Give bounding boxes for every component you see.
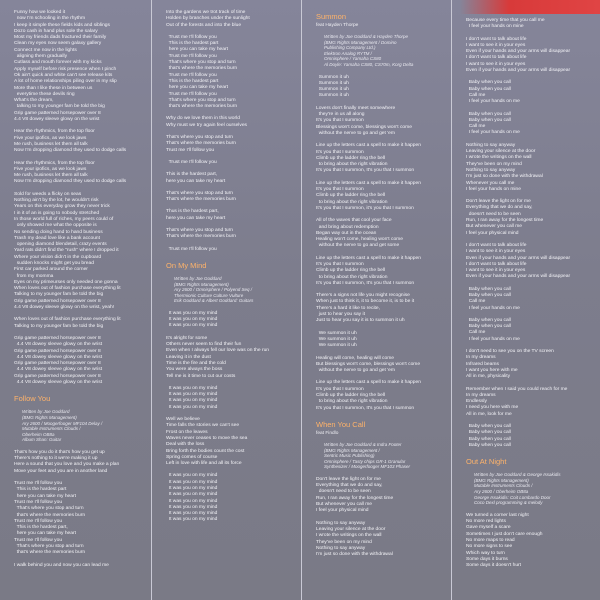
lyrics-block: Summon it uh Summon it uh Summon it uh Summon it uh <box>318 74 349 99</box>
lyrics-block: This is the hardest part, here you can take my heart <box>166 172 226 184</box>
song-featuring: feat Hayden Thorpe <box>316 23 359 28</box>
lyrics-block: That's how you do it that's how you get up There's nothing to it we're making it up Here a sound that you love and you make a plan Move your feet and you are in another land <box>14 449 120 474</box>
lyrics-block: There's a signs not life you might recognise When just to think it, it to become it, is to be it There's a hard it like to recite, just to hear you say it Just to hear you say it is to summon it uh <box>316 293 415 324</box>
lyrics-block: Baby when you call Baby when you call Call me I feel your hands on me <box>468 286 520 311</box>
lyrics-block: Grip game patterned horsepower over 8 4.4 V8 dowey sleeve glowy on the wrist Grip game patterned horsepower over 8 4.4 V8 dowey sleeve glowy on the wrist Grip game patterned horsepower over 8 4.4 V8 dowey sleeve glowy on the wrist Grip game patterned horsepower over 8 4.4 V8 dowey sleeve glowy on the wrist <box>14 335 103 386</box>
lyrics-block: Trust me I'll follow you <box>166 159 217 165</box>
lyrics-block: Trust me I'll follow you This is the hardest part here you can take my heart Trust me I'll follow you That's where you stop and turn that's where the memories burn Trust me I'll follow you This is the hardest part, here you can take my heart Trust me I'll follow you That's where you stop and turn that's where the memories burn <box>14 481 86 556</box>
song-credits: Written by Joe Goddard (BMG Rights Management) Ary 2600 / Moogerfooger MF104 Delay / Mutable Instruments Clouds / Oberheim OB8a Album Shan: Guitar <box>22 409 103 443</box>
lyrics-block: Don't leave the light on for me Everything that we do and say, doesn't need to be seen Run, I ran away for the longest time But whenever you call me I feel your physical mind <box>316 476 394 514</box>
song-credits: Written by Joe Goddard (BMG Rights Management) Ary 2600 / Omnisphere / Polyend Seq / Thermionic Culture Culture Vulture Erik Goddard & Albert Goddard: Guitars <box>174 275 254 304</box>
column-4 <box>452 0 600 600</box>
lyrics-block: Hear the rhythmics, from the top floor Five your ipofics, as we look jaws Me rush, business let them all talk Now I'm dropping diamond they used to dodge calls <box>14 129 127 154</box>
lyrics-block: I don't want to talk about life I want to see it in your eyes Even if your hands and your arms will disappear I don't want to talk about life I want to see it in your eyes Even if your hands and your arms will disappear <box>466 36 571 74</box>
song-title-summon: Summon <box>316 12 347 21</box>
lyrics-block: Nothing to say anyway Leaving your silence at the door I wrote the writings on the wall They've been on my mind Nothing to say anyway I'm just so done with the withdrawal Whenever you call me I feel your hands on mine <box>466 142 543 192</box>
column-1 <box>0 0 152 600</box>
lyrics-block: That's where you stop and turn That's where the memories burn <box>166 190 236 203</box>
lyrics-block: Lovers don't finally meet somewhere they're in us all along It's you that I summon Blessings won't come, blessings won't come without the nerve to go and get 'em <box>316 105 412 136</box>
lyrics-block: Line up the letters cast a spell to make it happen It's you that I summon Climb up the ladder ring the bell to bring about the right vibration It's you that I summon, It's you that I summon <box>316 143 421 174</box>
lyrics-block: That's where you stop and turn That's where the memories burn Trust me I'll follow you <box>166 135 236 153</box>
lyrics-block: Baby when you call Baby when you call Call me I feel your hands on me <box>468 80 520 105</box>
lyrics-block: I don't need to see you on the TV screen In my dreams Infrared beams I want you here with me All in me, physicality <box>466 349 554 380</box>
lyrics-block: Line up the letters cast a spell to make it happen It's you that I summon Climb up the ladder ring the bell to bring about the right vibration It's you that I summon, It's you that I summon <box>316 380 421 411</box>
lyrics-block: Line up the letters cast a spell to make it happen It's you that I summon Climb up the ladder ring the bell to bring about the right vibration It's you that I summon, it's you that I summon <box>316 180 421 211</box>
lyrics-block: Why do we love them in this world Why must we try again feel ourselves <box>166 116 247 128</box>
lyrics-block: Well we believe Time falls the stories we can't see Frost on the leaves Waves never ceases to move the sea Deal with the loss Bring forth the bodies count the cost Spring comes of course Left in love with life and all its force <box>166 417 248 467</box>
lyrics-block: Don't leave the light on for me Everything that we do and say, doesn't need to be seen Run, I ran away for the longest time But whenever you call me I feel your physical mind <box>466 199 544 236</box>
lyrics-block: I don't want to talk about life I want to see it in your eyes Even if your hands and your arms will disappear I don't want to talk about life I want to see it in your eyes Even if your hands and your arms will disappear <box>466 242 571 280</box>
lyrics-block: Sold for weeds a flicky on seas Nothing ain't by the lot, he wouldn't risk Years on this everyday grow they never trick I in it of an is going to nobody stretched In those world full of riches, my peers could of only showed me what the opposite is No sending doing hand to hand business Trash my dead love like a bank account opening diamond blendetail, crazy events Yard rats didn't find the "rush" where I dropped it Where your vision didn't in the cupboard sudden knocks might get you bread First car parked around the corner from my momma Eyes on my primeurses only needed one gonna When loves out of fashion purchase everything lit Talking to my younger fam be told the big Grip game patterned horsepower over 8 4.4 V8 dowey sleeve glowy on the wrist, yeah! <box>14 191 121 311</box>
lyrics-block: We summon it uh We summon it uh We summon it uh <box>318 330 357 349</box>
lyrics-block: Into the gardens we trot track of time Holden by branches under the sunlight Out of the forests and into the blue <box>166 10 250 28</box>
song-title-follow-you: Follow You <box>14 394 51 404</box>
column-3 <box>302 0 452 600</box>
lyrics-block: Line up the letters cast a spell to make it happen It's you that I summon Climb up the ladder ring the bell to bring about the right vibration It's you that I summon, It's you that I summon <box>316 255 421 286</box>
lyrics-block: Hear the rhythmics, from the top floor Five your ipofics, as we look jaws Me rush, business let them all talk Now I'm dropping diamond they used to dodge calls <box>14 160 127 185</box>
lyrics-block: It was you on my mind It was you on my mind It was you on my mind <box>168 310 218 329</box>
song-credits: Written by Joe Goddard & Hayden Thorpe (BMG Rights Management / Domino Publishing Company Ltd.) Elektron Analog RYTM / Omnisphere / Yamaha CS80 Al Doyle: Yamaha CS80, CS70m, Korg Delta <box>324 34 414 67</box>
lyrics-block: It was you on my mind It was you on my mind It was you on my mind It was you on my mind It was you on my mind It was you on my mind It was you on my mind It was you on my mind <box>168 473 218 523</box>
song-credits: Written by Joe Goddard & Indra Footer (BMG Rights Management / Sentric Music Publishing) Omnisphere / Tasty chips GR-1 Granular Synthesizer / Moogerfooger MF103 Phaser <box>324 441 411 470</box>
song-featuring: feat Findlo <box>316 430 339 436</box>
column-2 <box>152 0 302 600</box>
lyrics-block: That's where you stop and turn That's where the memories burn <box>166 228 236 240</box>
song-credits: Written by Joe Goddard & George Issakidis (BMG Rights Management) Mutable Instruments Clouds / Ary 2600 / Oberheim OB8a George Issakidis: Coit Lombardo Door Coco Dexl programming & melody <box>474 472 561 506</box>
lyrics-block: It's alright for some Others never seem to find their fun Even when I always fell our love was on the run Leaving it in the dust Time is the fire and the cold You were always the boss Tell me is it time to cut our costs <box>166 335 270 379</box>
lyrics-block: Funny how we looked it now I'm schooling in the rhythm I keep it simple these fields kids and siblings Dozo cash in hand plus sole the salary Most my friends dads fractured their family Clean my eyes now seem galaxy gallery Connect me now in the lights aligning them gradually Cutlass and mouth forever with my kicks Apply myself before risk presence when I pinch Ok ain't quick and white can't see release kits A lot of home relationships piling over in my slip More than I like these in between us everytime these devils ring What's the dream, talking to my younger fam be told the big Grip game patterned horsepower over 8 4.4 V8 dowey sleeve glowy on the wrist <box>14 10 117 123</box>
lyrics-block: Healing will come, healing will come But blessings won't come, blessings won't come without the nerve to go and get 'em <box>316 355 421 374</box>
lyrics-block: Nothing to say anyway Leaving your silence at the door I wrote the writings on the wall They've been on my mind Nothing to say anyway I'm just so done with the withdrawal <box>316 520 393 558</box>
song-title-out-at-night: Out At Night <box>466 457 507 467</box>
lyrics-block: Trust me I'll follow you This is the hardest part here you can take my heart Trust me I'll follow you That's where you stop and turn that's where the memories burn Trust me I'll follow you This is the hardest part here you can take my heart Trust me I'll follow you That's where you stop and turn that's where the memories burn <box>168 34 238 110</box>
lyrics-block: Remember when I said you could reach for me In my dreams Endlessly I need you here with me All in me, look for me <box>466 386 568 417</box>
lyrics-block: Because every time that you call me I feel your hands on mine <box>466 18 545 30</box>
lyrics-block: Baby when you call Baby when you call Call me I feel your hands on me <box>468 111 520 136</box>
lyrics-block: Baby when you call Baby when you call Call me I feel your hands on me <box>468 317 520 342</box>
lyrics-block: I walk behind you and now you can lead me <box>14 562 109 568</box>
lyrics-block: Trust me I'll follow you <box>166 246 217 252</box>
song-title-on-my-mind: On My Mind <box>166 260 207 270</box>
lyrics-block: When loves out of fashion purchase everything lit Talking to my younger fam be told the big <box>14 317 121 329</box>
lyrics-block: It was you on my mind It was you on my mind It was you on my mind It was you on my mind <box>168 385 218 410</box>
lyrics-block: All of the waves that cool your face and bring about redemption Began way out in the ocean Healing won't come, healing won't come without the nerve to go and get some <box>316 218 403 249</box>
song-title-when-you-call: When You Call <box>316 419 366 429</box>
lyrics-block: Baby when you call Baby when you call Baby when you call Baby when you call <box>468 424 511 448</box>
lyrics-block: We turned a corner last night No more red lights Gave myself a scare Sometimes I just don't care enough No more maps to read No more signs to see Which way to turn Some days it burns Some days it doesn't hurt <box>466 512 543 569</box>
lyrics-block: Thus is the hardest part, here you can take my heart <box>166 209 226 221</box>
